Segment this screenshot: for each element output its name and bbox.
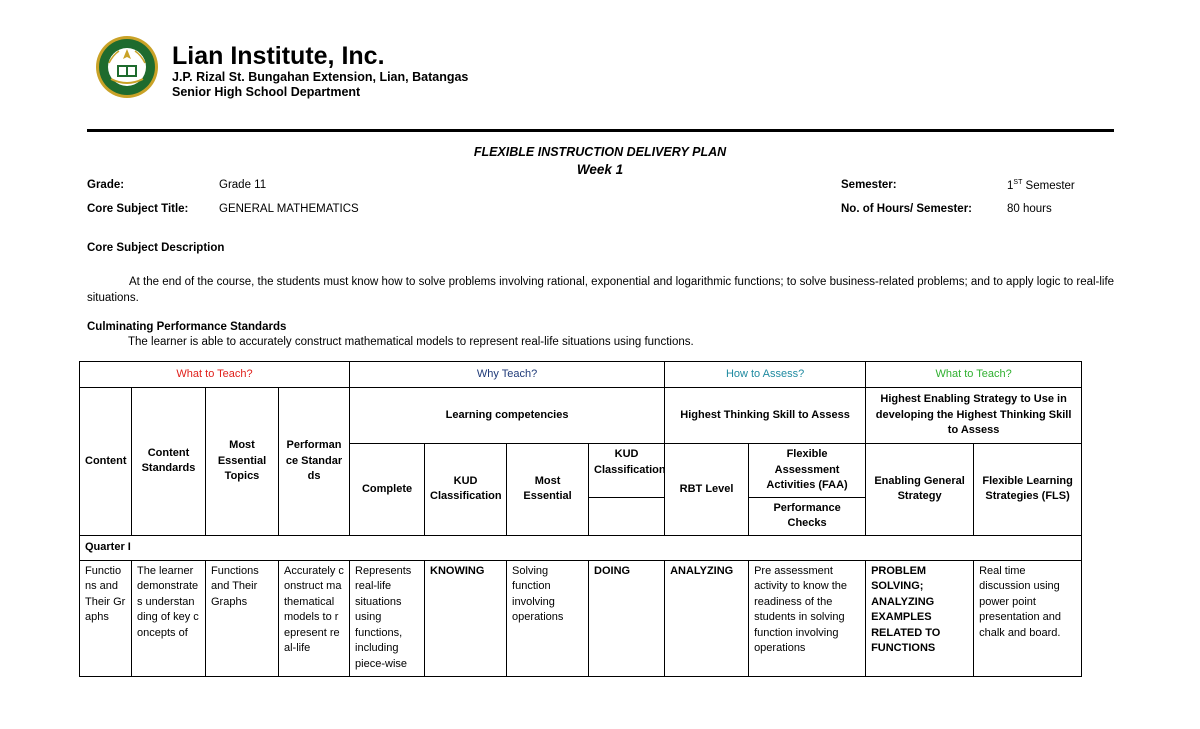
cell-most-essential: Solving function involving operations	[507, 560, 589, 676]
header-kud-blank	[589, 497, 665, 535]
institution-address: J.P. Rizal St. Bungahan Extension, Lian, Batangas	[172, 70, 469, 84]
department-name: Senior High School Department	[172, 85, 361, 99]
cell-complete: Represents real-life situations using functions, including piece-wise	[350, 560, 425, 676]
quarter-row: Quarter I	[80, 535, 1082, 560]
cell-topics: Functions and Their Graphs	[206, 560, 279, 676]
subject-label: Core Subject Title:	[87, 203, 189, 215]
header-rbt-level: RBT Level	[665, 444, 749, 536]
performance-text: The learner is able to accurately construct mathematical models to represent real-life situations using functions.	[128, 336, 694, 348]
plan-week: Week 1	[576, 162, 624, 177]
subject-value: GENERAL MATHEMATICS	[219, 203, 359, 215]
hours-label: No. of Hours/ Semester:	[841, 203, 972, 215]
header-enabling-general-strategy: Enabling General Strategy	[866, 444, 974, 536]
header-block	[172, 42, 468, 100]
table-row	[80, 560, 1082, 676]
grade-label: Grade:	[87, 179, 125, 191]
header-content-standards: Content Standards	[132, 388, 206, 536]
description-text: At the end of the course, the students must know how to solve problems involving rational, exponential and logarithmic functions; to solve business-related problems; and to apply logic to real-life situations.	[87, 276, 1115, 304]
group-header-what-to-teach: What to Teach?	[80, 362, 350, 388]
header-kud-classification-2: KUD Classification	[589, 444, 665, 498]
header-learning-competencies: Learning competencies	[350, 388, 665, 444]
cell-flexible-learning: Real time discussion using power point presentation and chalk and board.	[974, 560, 1082, 676]
group-header-what-to-teach-2: What to Teach?	[866, 362, 1082, 388]
description-heading: Core Subject Description	[87, 242, 225, 254]
delivery-plan-table	[79, 361, 1082, 677]
group-header-how-to-assess: How to Assess?	[665, 362, 866, 388]
cell-flexible-assessment: Pre assessment activity to know the readiness of the students in solving function involving operations	[749, 560, 866, 676]
plan-title: FLEXIBLE INSTRUCTION DELIVERY PLAN	[473, 145, 727, 159]
header-highest-thinking-skill: Highest Thinking Skill to Assess	[665, 388, 866, 444]
group-header-why-teach: Why Teach?	[350, 362, 665, 388]
header-most-essential-topics: Most Essential Topics	[206, 388, 279, 536]
institute-logo-seal-icon	[95, 35, 159, 99]
header-highest-enabling-strategy: Highest Enabling Strategy to Use in developing the Highest Thinking Skill to Assess	[866, 388, 1082, 444]
header-most-essential: Most Essential	[507, 444, 589, 536]
header-complete: Complete	[350, 444, 425, 536]
cell-kud-1: KNOWING	[425, 560, 507, 676]
semester-value: 1ST Semester	[1007, 179, 1075, 192]
cell-content-standards: The learner demonstrates understanding of key concepts of	[132, 560, 206, 676]
header-flexible-assessment-activities: Flexible Assessment Activities (FAA)	[749, 444, 866, 498]
header-content: Content	[80, 388, 132, 536]
cell-content: Functions and Their Graphs	[80, 560, 132, 676]
semester-label: Semester:	[841, 179, 897, 191]
header-performance-checks: Performance Checks	[749, 497, 866, 535]
grade-value: Grade 11	[219, 179, 267, 191]
cell-rbt-level: ANALYZING	[665, 560, 749, 676]
header-divider	[87, 129, 1114, 132]
cell-performance-standards: Accurately construct mathematical models to represent real-life	[279, 560, 350, 676]
institution-name: Lian Institute, Inc.	[172, 42, 385, 70]
performance-heading: Culminating Performance Standards	[87, 321, 287, 333]
cell-kud-2: DOING	[589, 560, 665, 676]
cell-enabling-strategy: PROBLEM SOLVING; ANALYZING EXAMPLES RELATED TO FUNCTIONS	[866, 560, 974, 676]
header-flexible-learning-strategies: Flexible Learning Strategies (FLS)	[974, 444, 1082, 536]
hours-value: 80 hours	[1007, 203, 1052, 215]
header-kud-classification-1: KUD Classification	[425, 444, 507, 536]
header-performance-standards: Performance Standards	[279, 388, 350, 536]
